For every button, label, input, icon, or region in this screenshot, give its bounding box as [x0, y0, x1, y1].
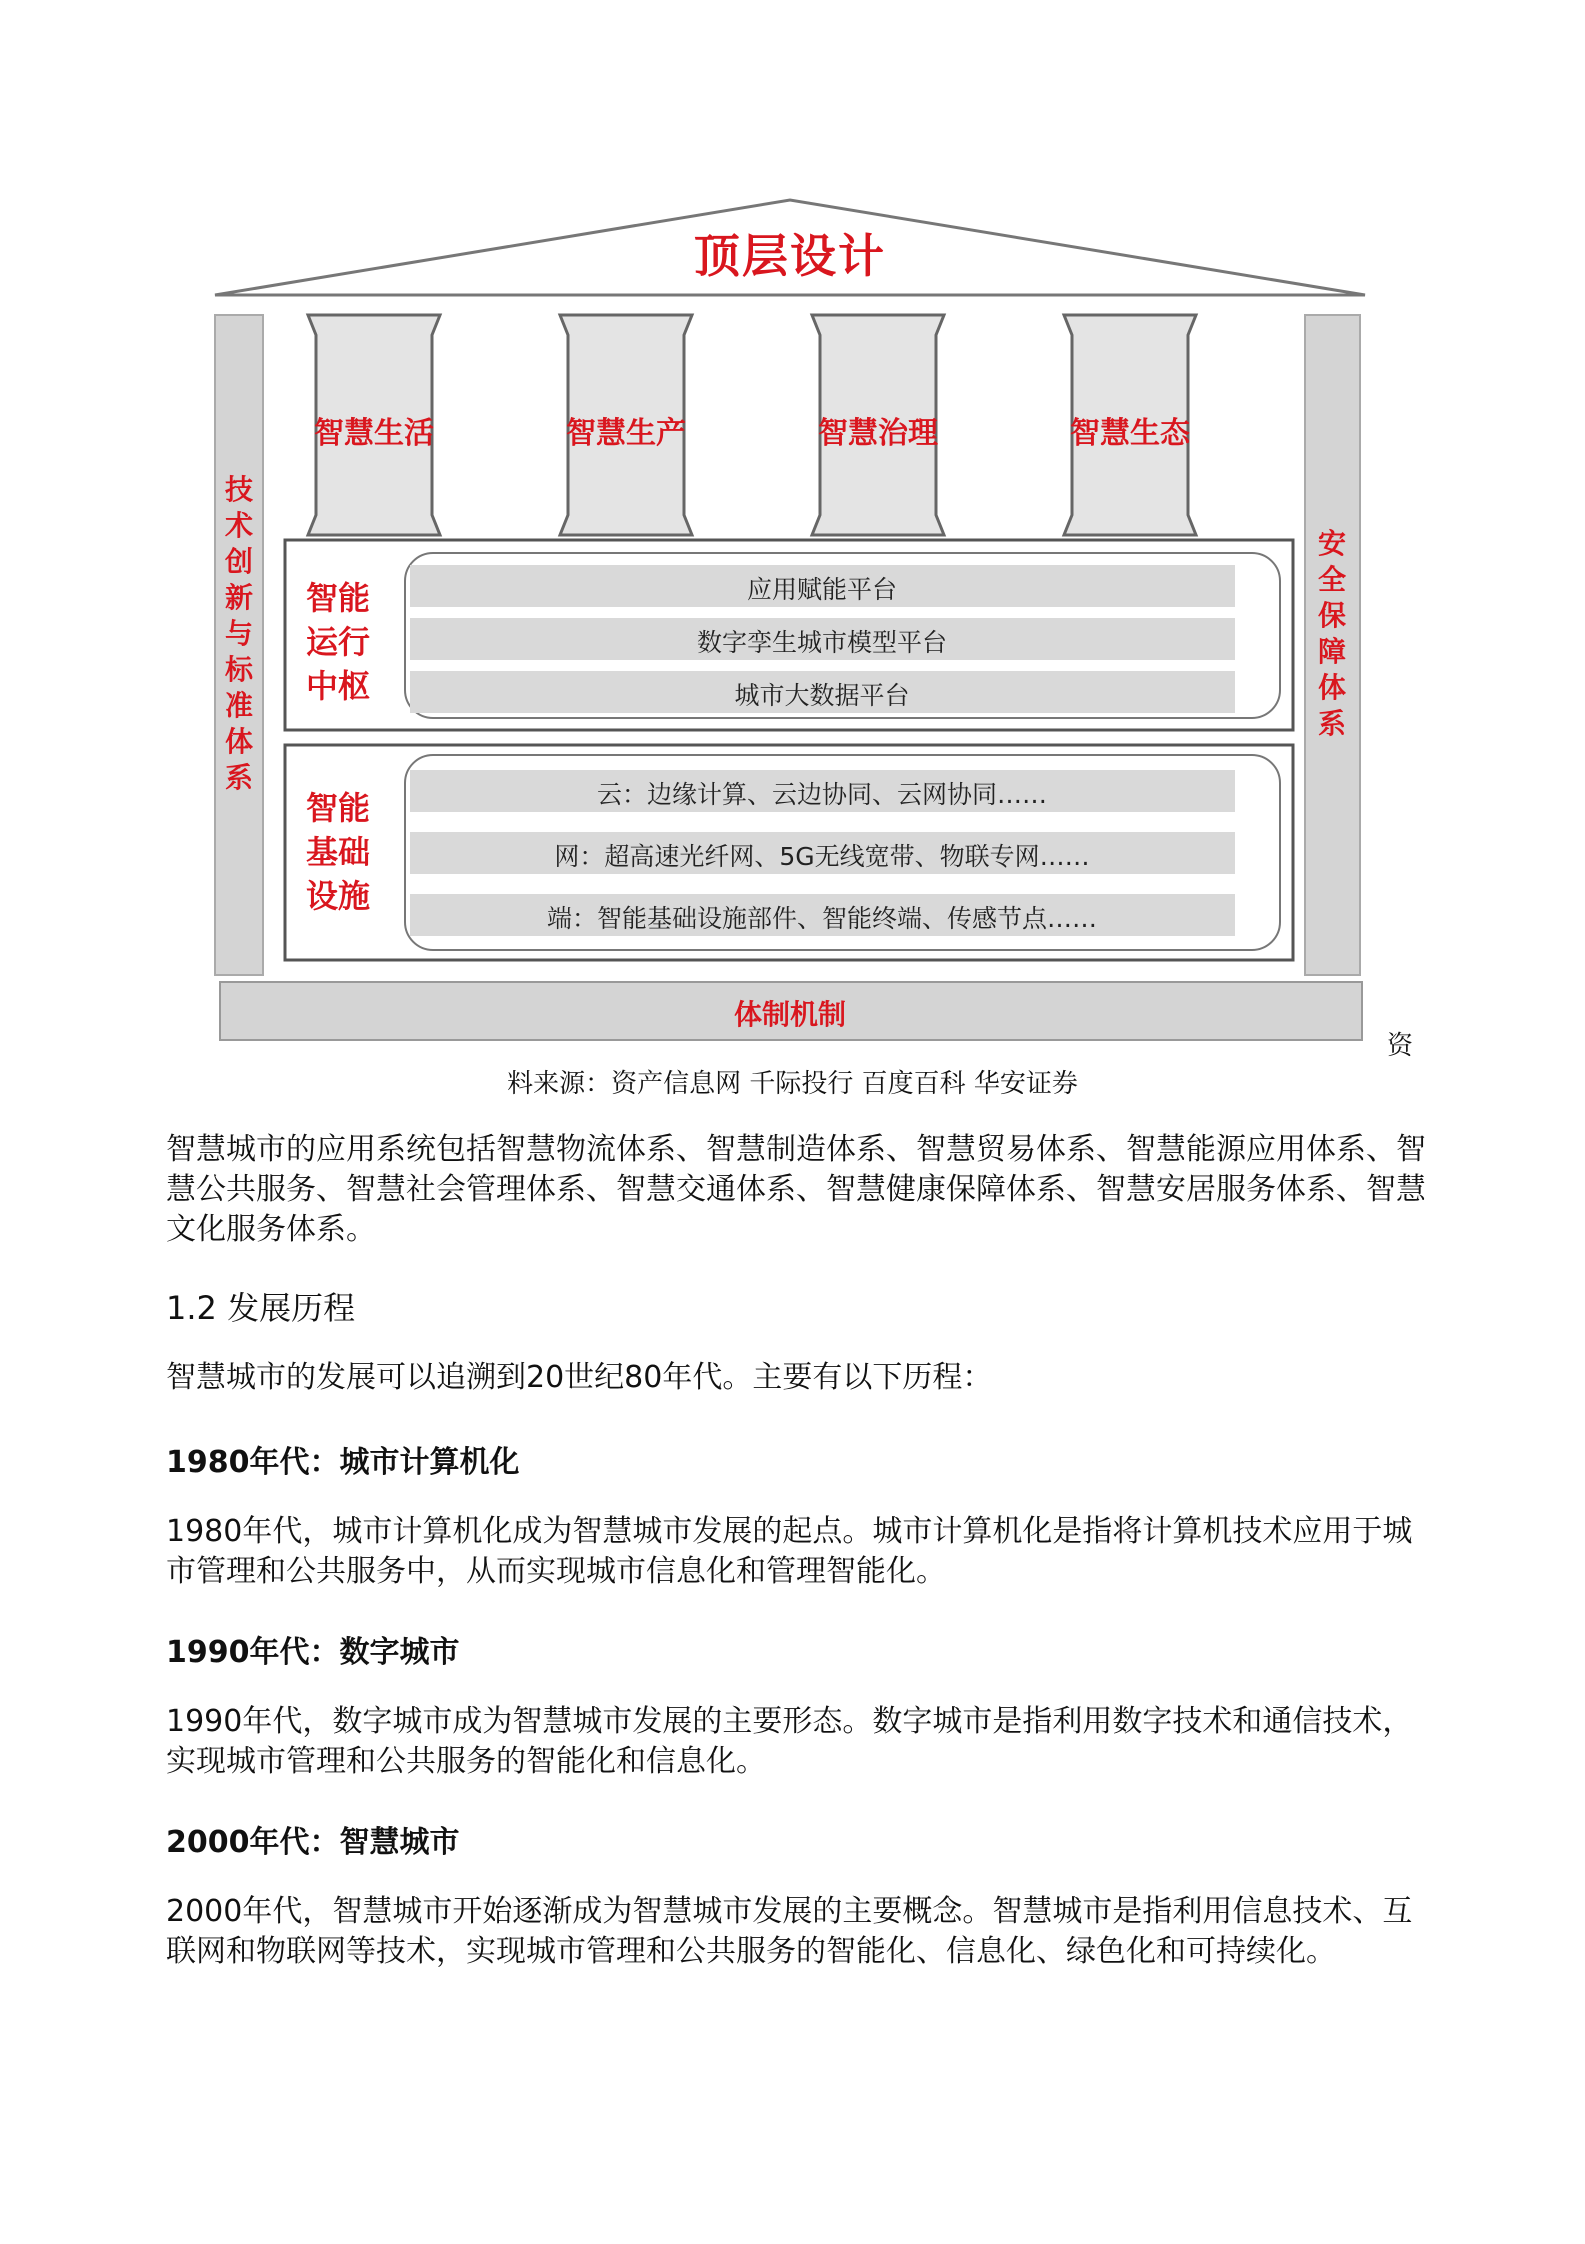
left-side-label: 技术创新与标准体系 [224, 473, 253, 794]
pillar-smart-governance: 智慧治理 [818, 416, 938, 451]
figure-source: 料来源：资产信息网 千际投行 百度百科 华安证券 [507, 1069, 1078, 1099]
pillar-smart-life: 智慧生活 [314, 416, 434, 451]
pillar-smart-ecology: 智慧生态 [1070, 416, 1190, 451]
era-text-1980: 1980年代，城市计算机化成为智慧城市发展的起点。城市计算机化是指将计算机技术应用于城市管理和公共服务中，从而实现城市信息化和管理智能化。 [166, 1514, 1413, 1589]
era-heading-2000: 2000年代：智慧城市 [166, 1825, 460, 1860]
hub-bar-app: 应用赋能平台 [746, 575, 897, 604]
base-label: 体制机制 [733, 998, 846, 1031]
right-side-label: 安全保障体系 [1317, 527, 1346, 740]
smart-city-architecture-diagram [210, 190, 1370, 1050]
hub-label: 智能运行中枢 [305, 579, 370, 705]
section-heading: 1.2 发展历程 [166, 1289, 356, 1327]
hub-bar-big-data: 城市大数据平台 [734, 681, 910, 710]
infra-bar-terminal: 端：智能基础设施部件、智能终端、传感节点…… [546, 904, 1097, 933]
source-prefix: 资 [1387, 1031, 1414, 1061]
intro-paragraph: 智慧城市的应用系统包括智慧物流体系、智慧制造体系、智慧贸易体系、智慧能源应用体系、智慧公共服务、智慧社会管理体系、智慧交通体系、智慧健康保障体系、智慧安居服务体系、智慧文化服务体系。 [166, 1132, 1426, 1247]
era-heading-1990: 1990年代：数字城市 [166, 1635, 460, 1670]
section-intro: 智慧城市的发展可以追溯到20世纪80年代。主要有以下历程： [166, 1360, 993, 1395]
infra-bar-cloud: 云：边缘计算、云边协同、云网协同…… [596, 780, 1047, 809]
pillar-smart-production: 智慧生产 [566, 416, 686, 451]
era-text-1990: 1990年代，数字城市成为智慧城市发展的主要形态。数字城市是指利用数字技术和通信技术，实现城市管理和公共服务的智能化和信息化。 [166, 1704, 1413, 1779]
hub-bar-digital-twin: 数字孪生城市模型平台 [696, 628, 947, 657]
roof-title: 顶层设计 [694, 229, 886, 283]
infra-bar-network: 网：超高速光纤网、5G无线宽带、物联专网…… [554, 842, 1090, 871]
era-heading-1980: 1980年代：城市计算机化 [166, 1445, 520, 1480]
infra-label: 智能基础设施 [305, 789, 370, 915]
era-text-2000: 2000年代，智慧城市开始逐渐成为智慧城市发展的主要概念。智慧城市是指利用信息技术、互联网和物联网等技术，实现城市管理和公共服务的智能化、信息化、绿色化和可持续化。 [166, 1894, 1413, 1969]
